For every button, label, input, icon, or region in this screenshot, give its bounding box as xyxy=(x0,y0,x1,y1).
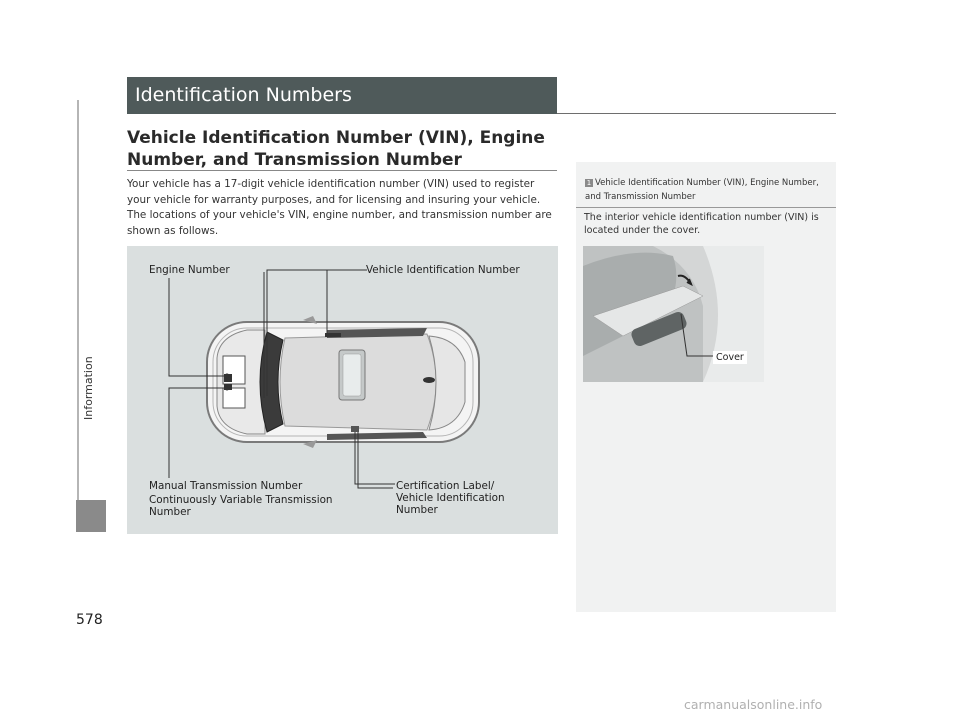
cvt-label-line-2: Number xyxy=(149,506,191,518)
cvt-label xyxy=(149,494,333,518)
note-marker-icon: 1 xyxy=(586,179,592,187)
page-heading: Vehicle Identification Number (VIN), Engine Number, and Transmission Number xyxy=(127,128,545,170)
cert-label-line-2: Vehicle Identification xyxy=(396,492,505,504)
side-tab-marker xyxy=(76,500,106,532)
engine-number-label: Engine Number xyxy=(149,264,230,276)
heading-rule xyxy=(127,170,557,171)
cover-label: Cover xyxy=(713,351,747,364)
section-rule xyxy=(557,113,836,114)
page-number: 578 xyxy=(76,612,103,628)
body-paragraph-1: Your vehicle has a 17-digit vehicle identification number (VIN) used to register your vehicle for warranty purposes, and for licensing and insuring your vehicle. xyxy=(127,178,541,206)
side-tab-divider xyxy=(77,100,79,500)
cert-label-line-3: Number xyxy=(396,504,438,516)
vehicle-diagram xyxy=(127,246,558,534)
cert-label-line-1: Certification Label/ xyxy=(396,480,495,492)
manual-transmission-label: Manual Transmission Number xyxy=(149,480,303,492)
sidebar-title-text: Vehicle Identification Number (VIN), Engine Number, and Transmission Number xyxy=(585,178,819,202)
certification-label xyxy=(396,480,505,516)
sidebar-title xyxy=(585,176,825,204)
body-text xyxy=(127,177,557,239)
section-title: Identification Numbers xyxy=(127,77,557,114)
sidebar-text: The interior vehicle identification number (VIN) is located under the cover. xyxy=(584,212,819,236)
sidebar-rule xyxy=(576,207,836,208)
watermark: carmanualsonline.info xyxy=(684,697,823,712)
side-tab-label: Information xyxy=(82,356,95,420)
body-paragraph-2: The locations of your vehicle's VIN, engine number, and transmission number are shown as follows. xyxy=(127,209,552,237)
cvt-label-line-1: Continuously Variable Transmission xyxy=(149,494,333,506)
vin-label: Vehicle Identification Number xyxy=(366,264,520,276)
